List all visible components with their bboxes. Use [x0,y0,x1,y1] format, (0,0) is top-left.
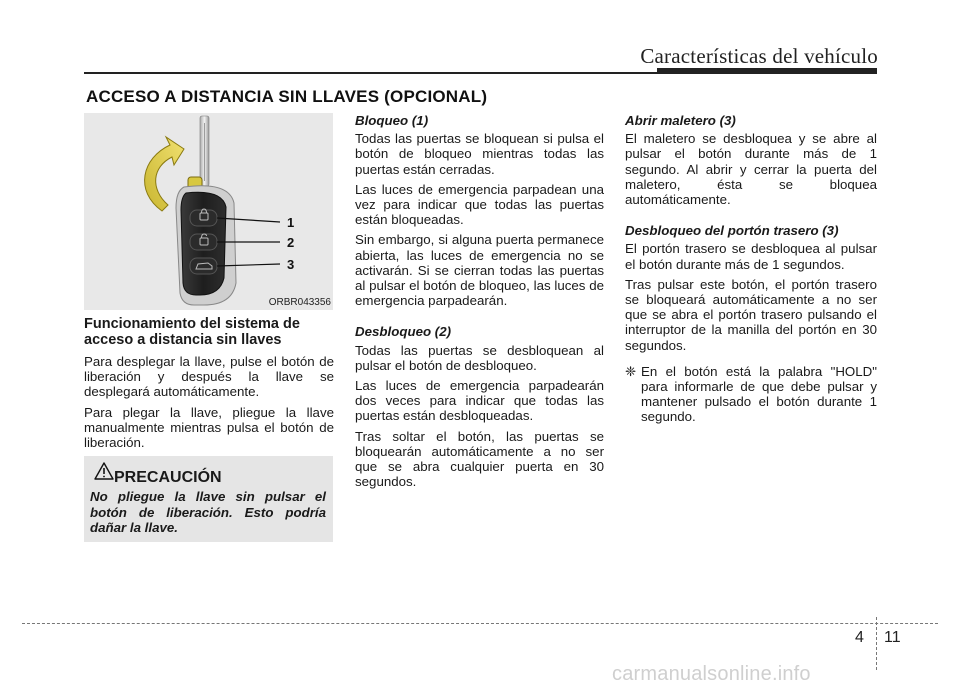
figure-code: ORBR043356 [268,297,331,308]
col3-paragraph-3: Tras pulsar este botón, el portón trasero se bloqueará automáticamente a no ser que se abra el portón trasero pulsando el interruptor de la manilla del portón en 30 segundos. [625,276,877,353]
footer-rule [22,623,938,624]
callout-2: 2 [287,235,295,250]
col3-heading-trunk: Abrir maletero (3) [625,113,736,128]
key-fob-figure [84,113,333,310]
running-header: Características del vehículo [640,44,878,68]
col1-heading: Funcionamiento del sistema de acceso a distancia sin llaves [84,316,300,348]
chapter-number: 4 [855,629,864,646]
key-fob-illustration [84,113,333,310]
watermark: carmanualsonline.info [612,663,811,685]
col2-heading-lock: Bloqueo (1) [355,113,429,128]
callout-3: 3 [287,257,295,272]
caution-text: No pliegue la llave sin pulsar el botón de liberación. Esto podría dañar la llave. [90,489,326,535]
col2-paragraph-5: Las luces de emergencia parpadearán dos veces para indicar que todas las puertas están desbloqueadas. [355,378,604,424]
col2-paragraph-3: Sin embargo, si alguna puerta permanece abierta, las luces de emergencia no se activarán. Si se cierran todas las puertas al pulsar el botón de bloqueo, las luces de emergencia parpadearán. [355,232,604,309]
col3-heading-tailgate: Desbloqueo del portón trasero (3) [625,223,839,239]
page-number: 11 [884,629,901,646]
caution-box [84,456,333,542]
col2-paragraph-2: Las luces de emergencia parpadean una vez para indicar que todas las puertas están bloqueadas. [355,181,604,228]
col3-paragraph-2: El portón trasero se desbloquea al pulsar el botón durante más de 1 segundos. [625,241,877,272]
col1-paragraph-1: Para desplegar la llave, pulse el botón de liberación y después la llave se desplegará automáticamente. [84,354,334,400]
col2-paragraph-4: Todas las puertas se desbloquean al pulsar el botón de desbloqueo. [355,342,604,373]
caution-title: PRECAUCIÓN [114,469,222,486]
column-3 [625,113,877,425]
footer-divider [876,617,877,670]
trunk-button-icon [190,258,217,274]
col2-paragraph-6: Tras soltar el botón, las puertas se bloquearán automáticamente a no ser que se abra cualquier puerta en 30 segundos. [355,428,604,490]
hold-note-text: En el botón está la palabra "HOLD" para informarle de que debe pulsar y mantener pulsado el botón durante 1 segundo. [641,363,877,425]
hold-note [625,364,877,425]
col2-heading-unlock: Desbloqueo (2) [355,324,452,340]
note-mark-icon: ❈ [625,363,637,379]
warning-triangle-icon [94,462,114,480]
header-rule-accent [657,68,877,74]
unlock-button-icon [190,234,217,250]
callout-1: 1 [287,215,295,230]
col1-paragraph-2: Para plegar la llave, pliegue la llave manualmente mientras pulsa el botón de liberación. [84,404,334,451]
column-1 [84,316,334,455]
column-2 [355,113,604,494]
lock-button-icon [190,210,217,226]
col2-paragraph-1: Todas las puertas se bloquean si pulsa el botón de bloqueo mientras todas las puertas están cerradas. [355,131,604,177]
col3-paragraph-1: El maletero se desbloquea y se abre al pulsar el botón durante más de 1 segundo. Al abrir y cerrar la puerta del maletero, ésta se bloquea automáticamente. [625,131,877,208]
section-title: ACCESO A DISTANCIA SIN LLAVES (OPCIONAL) [86,87,488,106]
